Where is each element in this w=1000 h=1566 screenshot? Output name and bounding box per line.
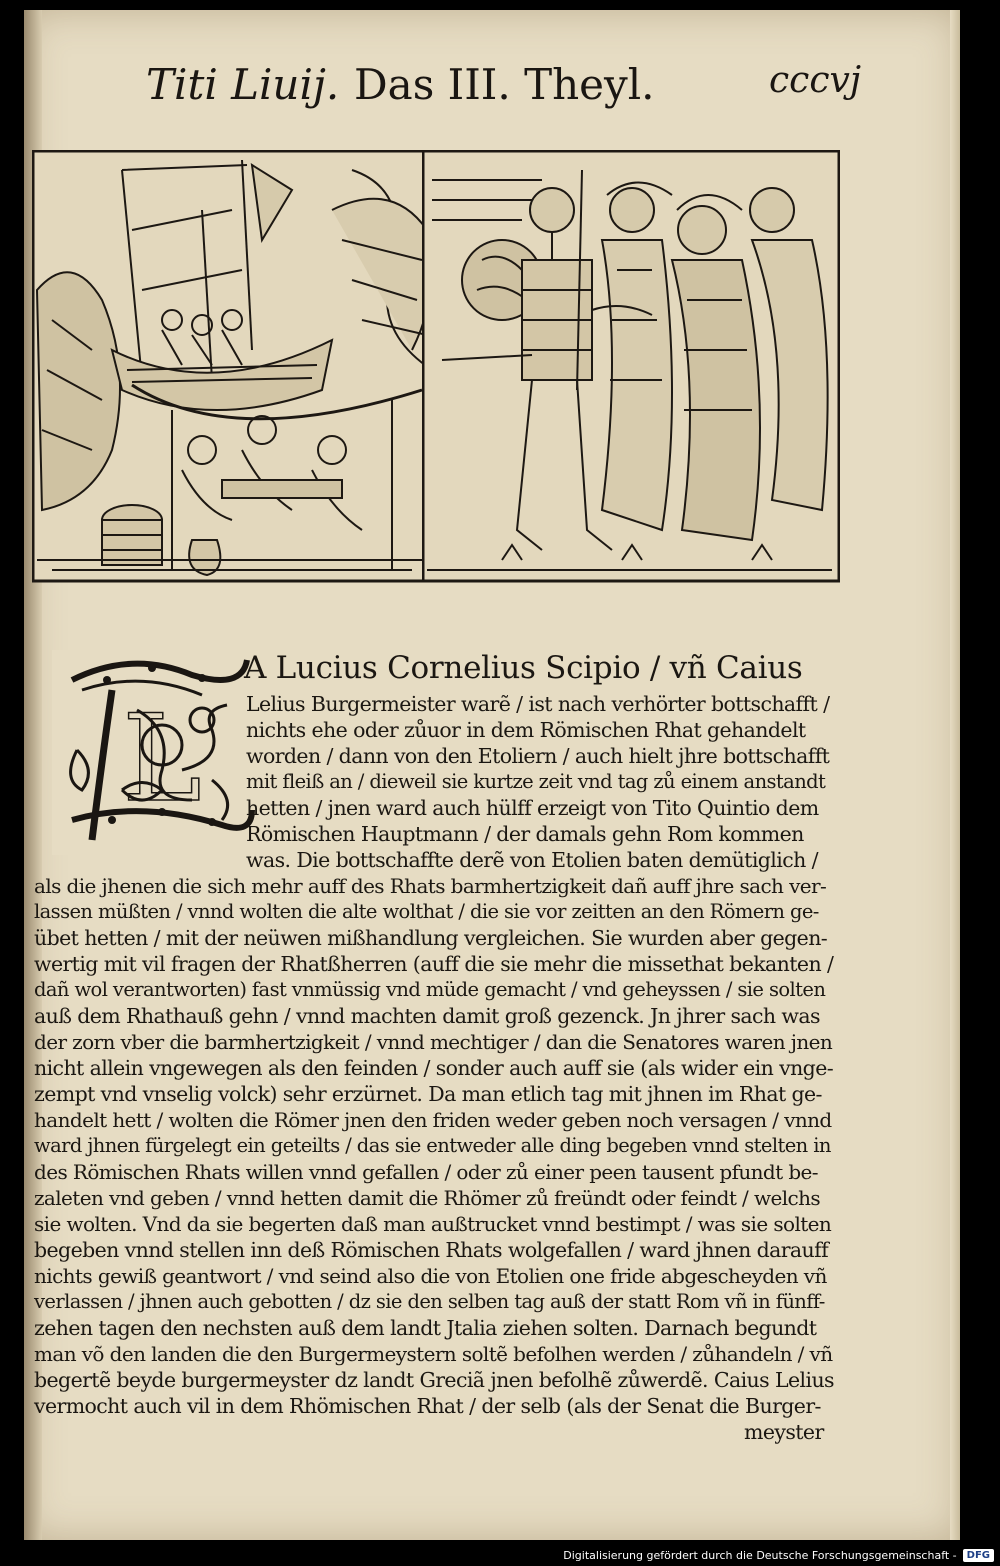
text-line: worden / dann von den Etoliern / auch hielt jhre bottschafft xyxy=(246,744,830,768)
text-line: mit fleiß an / dieweil sie kurtze zeit vnd tag zů einem anstandt xyxy=(246,770,826,793)
woodcut-soldier-illustration xyxy=(422,150,840,595)
text-line: auß dem Rhathauß gehn / vnnd machten damit groß gezenck. Jn jhrer sach was xyxy=(34,1004,820,1028)
text-line: sie wolten. Vnd da sie begerten daß man außtrucket vnnd bestimpt / was sie solten xyxy=(34,1212,832,1236)
woodcut-ship-illustration xyxy=(32,150,444,595)
text-line: übet hetten / mit der neüwen mißhandlung vergleichen. Sie wurden aber gegen- xyxy=(34,926,828,950)
dfg-logo[interactable]: DFG xyxy=(963,1549,994,1562)
text-line: zaleten vnd geben / vnnd hetten damit die Rhömer zů freündt oder feindt / welchs xyxy=(34,1186,821,1210)
text-line: was. Die bottschaffte derẽ von Etolien baten demütiglich / xyxy=(246,848,818,872)
text-line: A Lucius Cornelius Scipio / vñ Caius xyxy=(244,650,803,686)
text-line: nichts ehe oder zůuor in dem Römischen Rhat gehandelt xyxy=(246,718,806,742)
text-line: Römischen Hauptmann / der damals gehn Rom kommen xyxy=(246,822,804,846)
text-line: nichts gewiß geantwort / vnd seind also die von Etolien one fride abgescheyden vñ xyxy=(34,1264,827,1288)
folio-number: cccvj xyxy=(769,60,861,101)
book-page xyxy=(24,10,960,1540)
text-line: verlassen / jhnen auch gebotten / dz sie den selben tag auß der statt Rom vñ in fünff- xyxy=(34,1290,825,1313)
text-line: lassen müßten / vnnd wolten die alte wolthat / die sie vor zeitten an den Römern ge- xyxy=(34,900,819,923)
viewer-footer xyxy=(0,1544,1000,1566)
text-line: zehen tagen den nechsten auß dem landt Jtalia ziehen solten. Darnach begundt xyxy=(34,1316,817,1340)
decorated-initial xyxy=(52,650,262,855)
text-line: ward jhnen fürgelegt ein geteilts / das sie entweder alle ding begeben vnnd stelten in xyxy=(34,1134,831,1157)
text-line: begertẽ beyde burgermeyster dz landt Greciã jnen befolhẽ zůwerdẽ. Caius Lelius xyxy=(34,1368,834,1392)
text-line: der zorn vber die barmhertzigkeit / vnnd mechtiger / dan die Senatores waren jnen xyxy=(34,1030,833,1054)
text-line: hetten / jnen ward auch hülff erzeigt von Tito Quintio dem xyxy=(246,796,819,820)
text-line: vermocht auch vil in dem Rhömischen Rhat / der selb (als der Senat die Burger- xyxy=(34,1394,821,1418)
text-line: nicht allein vngewegen als den feinden / sonder auch auff sie (als wider ein vnge- xyxy=(34,1056,834,1080)
text-line: begeben vnnd stellen inn deß Römischen Rhats wolgefallen / ward jhnen darauff xyxy=(34,1238,829,1262)
text-line: dañ wol verantworten) fast vnmüssig vnd müde gemacht / vnd geheyssen / sie solten xyxy=(34,978,826,1001)
page-edge xyxy=(950,10,960,1540)
text-line: als die jhenen die sich mehr auff des Rhats barmhertzigkeit dañ auff jhre sach ver- xyxy=(34,874,827,898)
funding-credit: Digitalisierung gefördert durch die Deutsche Forschungsgemeinschaft - xyxy=(563,1548,957,1562)
initial-letter: L xyxy=(122,690,202,829)
text-line: wertig mit vil fragen der Rhatßherren (auff die sie mehr die missethat bekanten / xyxy=(34,952,834,976)
running-head-title: Das III. Theyl. xyxy=(354,60,655,109)
text-line: zempt vnd vnselig volck) sehr erzürnet. Da man etlich tag mit jhnen im Rhat ge- xyxy=(34,1082,822,1106)
catchword: meyster xyxy=(744,1420,824,1444)
running-head-left: Titi Liuij. xyxy=(146,60,340,109)
text-line: Lelius Burgermeister warẽ / ist nach verhörter bottschafft / xyxy=(246,692,830,716)
text-line: handelt hett / wolten die Römer jnen den friden weder geben noch versagen / vnnd xyxy=(34,1108,832,1132)
text-line: man võ den landen die den Burgermeystern soltẽ befolhen werden / zůhandeln / vñ xyxy=(34,1342,833,1366)
text-line: des Römischen Rhats willen vnnd gefallen / oder zů einer peen tausent pfundt be- xyxy=(34,1160,818,1184)
